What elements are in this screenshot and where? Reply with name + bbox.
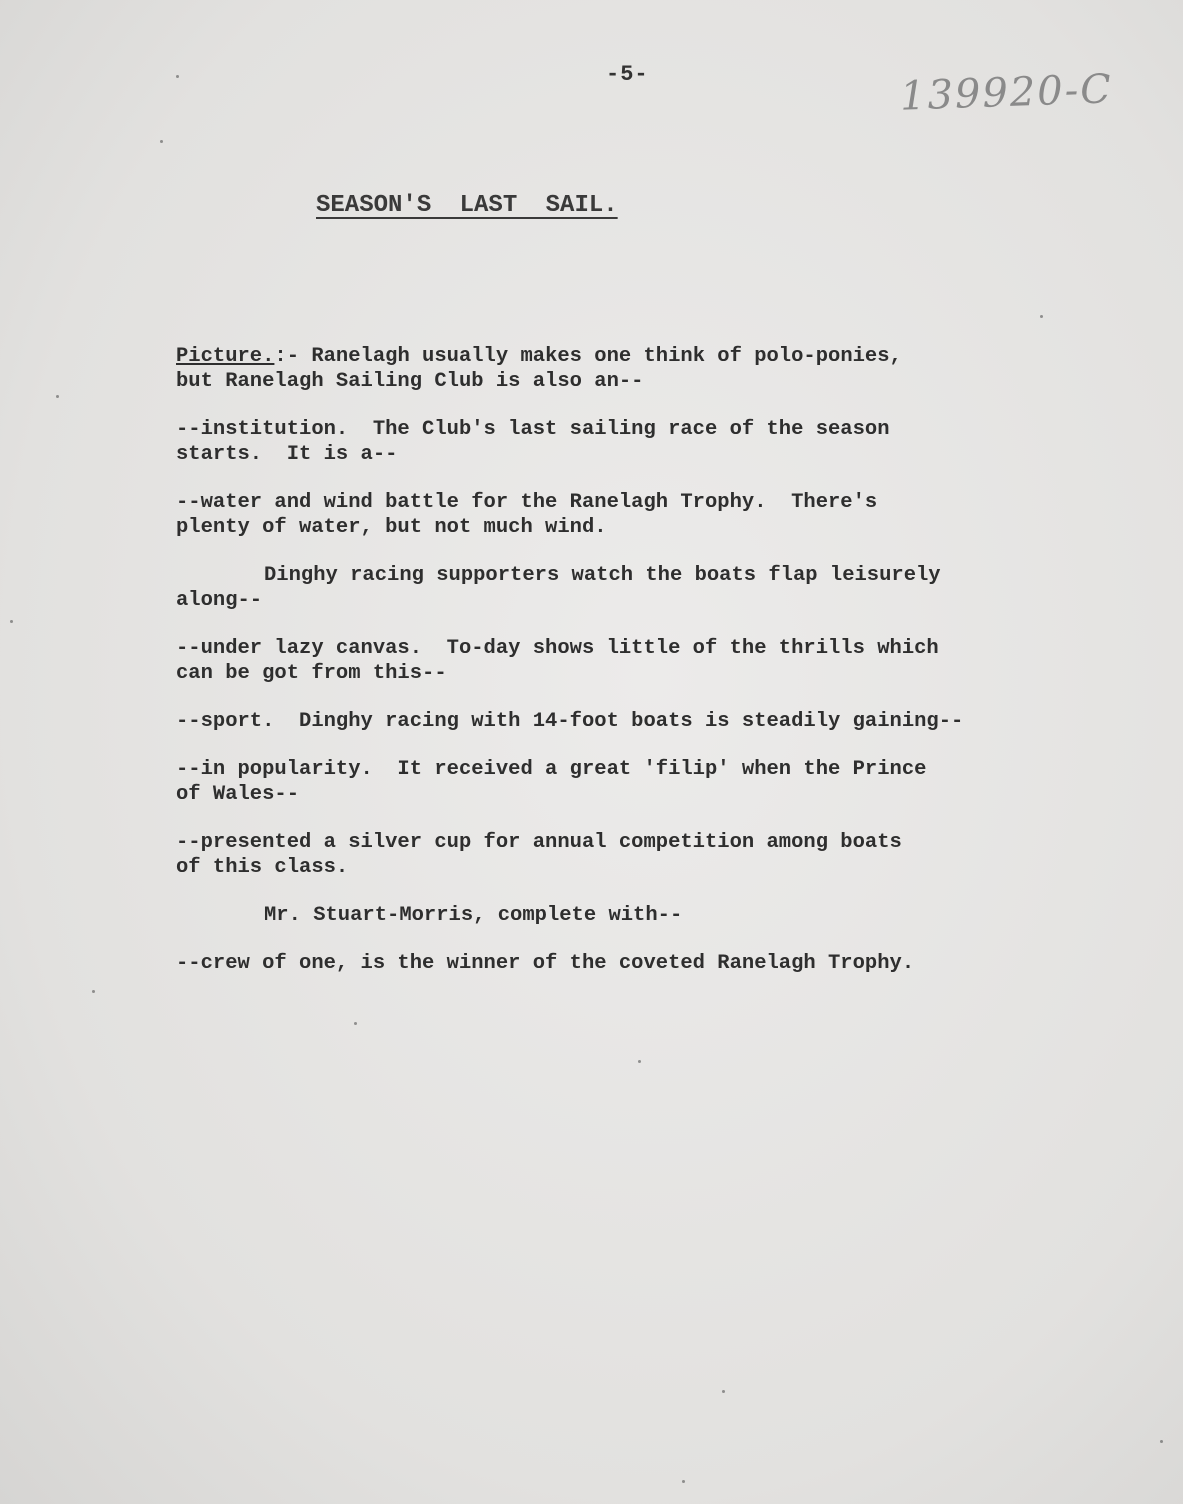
paragraph-9-line-1: Mr. Stuart-Morris, complete with--: [264, 904, 683, 927]
page-number: -5-: [606, 62, 649, 87]
paper-speck: [92, 990, 95, 993]
paragraph-3: [176, 490, 1136, 540]
paragraph-8-line-2: of this class.: [176, 856, 349, 879]
paper-speck: [1160, 1440, 1163, 1443]
handwritten-reference-number: 139920-C: [899, 66, 1114, 120]
paragraph-7: [176, 757, 1136, 807]
document-title: SEASON'S LAST SAIL.: [316, 192, 618, 219]
paper-speck: [722, 1390, 725, 1393]
paragraph-8: [176, 830, 1136, 880]
paragraph-2-line-2: starts. It is a--: [176, 443, 398, 466]
paragraph-2: [176, 417, 1136, 467]
paper-speck: [638, 1060, 641, 1063]
paragraph-10-line-1: --crew of one, is the winner of the coveted Ranelagh Trophy.: [176, 952, 915, 975]
paper-speck: [160, 140, 163, 143]
paragraph-7-line-1: --in popularity. It received a great 'filip' when the Prince: [176, 758, 927, 781]
paragraph-3-line-2: plenty of water, but not much wind.: [176, 516, 607, 539]
paragraph-9: [176, 903, 1136, 928]
paragraph-4: [176, 563, 1136, 613]
paragraph-1: [176, 344, 1136, 394]
paragraph-5: [176, 636, 1136, 686]
paper-speck: [354, 1022, 357, 1025]
paragraph-8-line-1: --presented a silver cup for annual competition among boats: [176, 831, 902, 854]
paragraph-7-line-2: of Wales--: [176, 783, 300, 806]
paper-speck: [56, 395, 59, 398]
paragraph-6: [176, 709, 1136, 734]
picture-label: Picture.: [176, 345, 275, 368]
paragraph-6-line-1: --sport. Dinghy racing with 14-foot boats is steadily gaining--: [176, 710, 964, 733]
paragraph-5-line-1: --under lazy canvas. To-day shows little of the thrills which: [176, 637, 939, 660]
paragraph-10: [176, 951, 1136, 976]
paragraph-1-line-1: :- Ranelagh usually makes one think of polo-ponies,: [274, 345, 902, 368]
paper-speck: [1040, 315, 1043, 318]
paragraph-2-line-1: --institution. The Club's last sailing race of the season: [176, 418, 890, 441]
paragraph-3-line-1: --water and wind battle for the Ranelagh Trophy. There's: [176, 491, 878, 514]
paragraph-1-line-2: but Ranelagh Sailing Club is also an--: [176, 370, 644, 393]
paragraph-5-line-2: can be got from this--: [176, 662, 447, 685]
paper-speck: [176, 75, 179, 78]
paper-speck: [682, 1480, 685, 1483]
script-body: [176, 344, 1136, 999]
paragraph-4-line-1: Dinghy racing supporters watch the boats flap leisurely: [264, 564, 941, 587]
paper-speck: [10, 620, 13, 623]
paragraph-4-line-2: along--: [176, 589, 263, 612]
